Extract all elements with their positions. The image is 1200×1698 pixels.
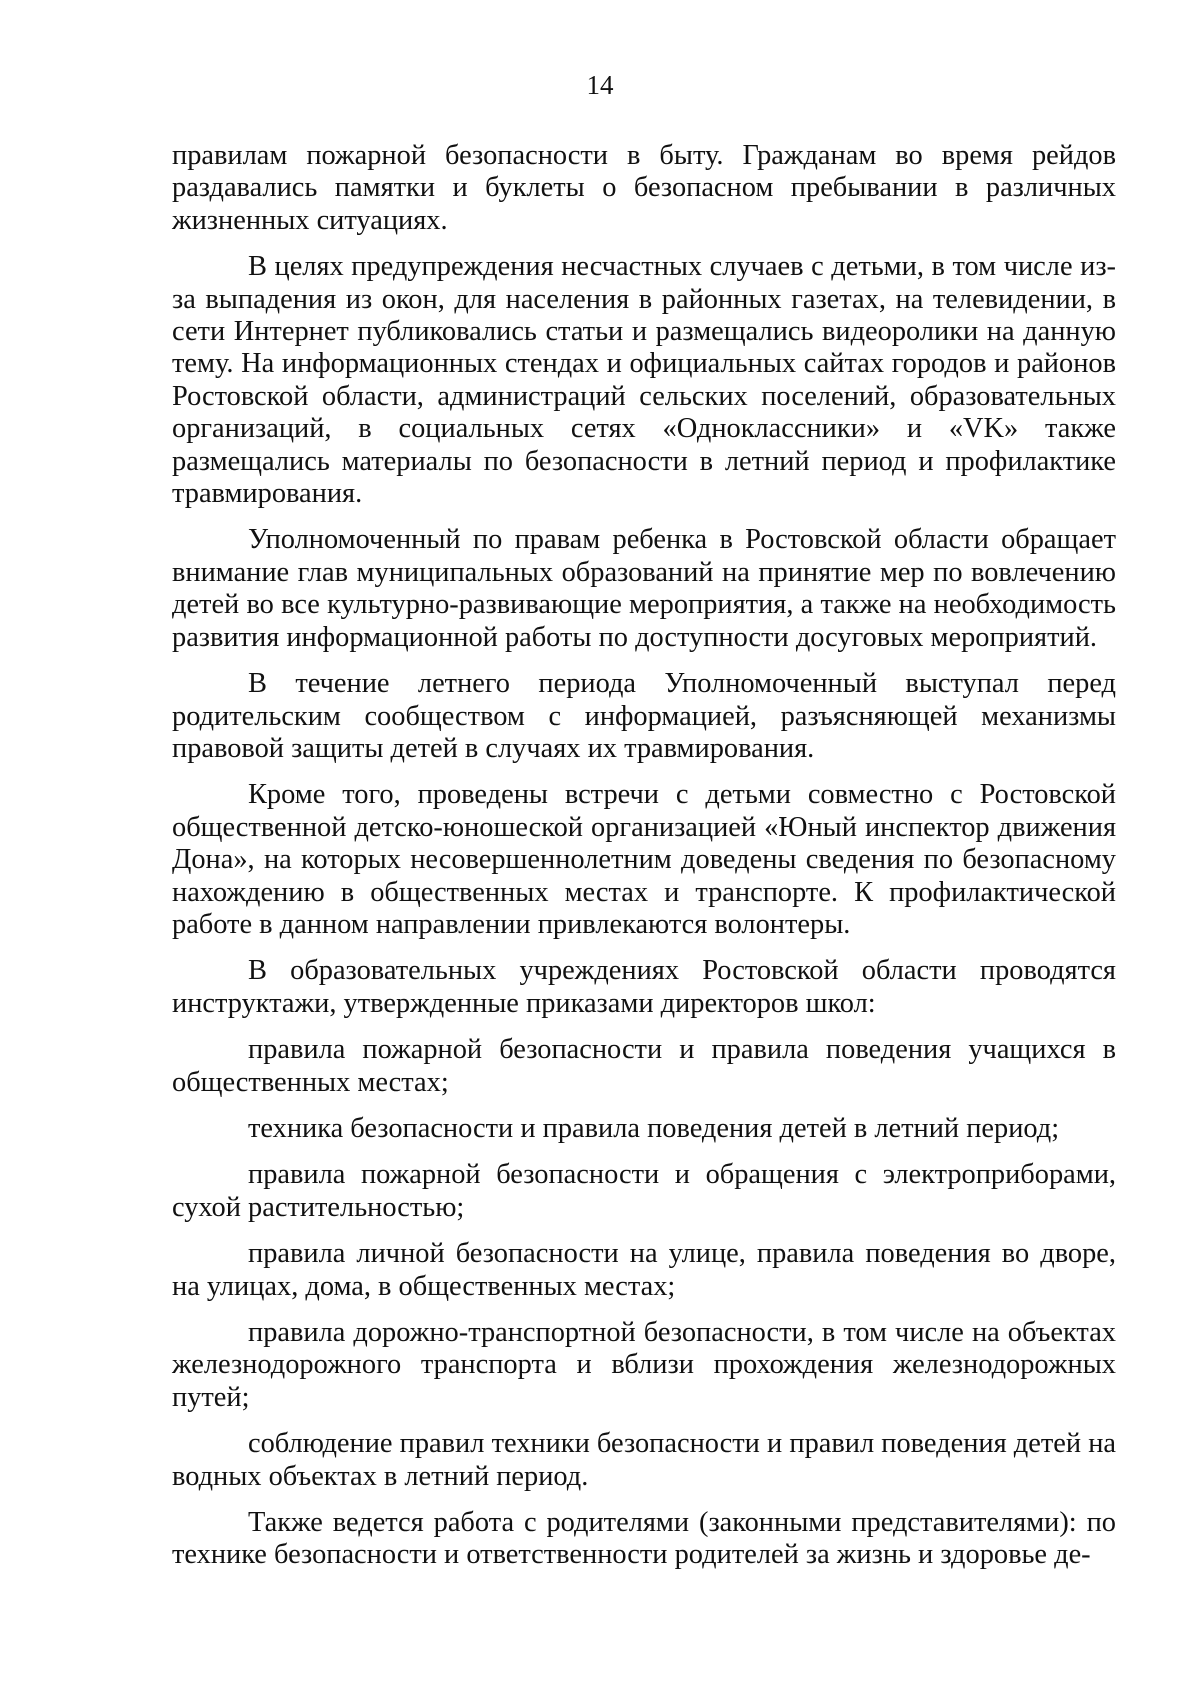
paragraph-5: Кроме того, проведены встречи с детьми совместно с Ростовской общественной детско-юношеской организацией «Юный инспектор движения Дона», на которых несовершеннолетним доведены сведения по безопасному нахождению в общественных местах и транспорте. К профилактической работе в данном направлении привлекаются волонтеры. (172, 779, 1116, 940)
document-body (172, 140, 1116, 1586)
list-item-4: правила личной безопасности на улице, правила поведения во дворе, на улицах, дома, в общественных местах; (172, 1238, 1116, 1302)
page-number: 14 (586, 70, 614, 100)
paragraph-3: Уполномоченный по правам ребенка в Ростовской области обращает внимание глав муниципальных образований на принятие мер по вовлечению детей во все культурно-развивающие мероприятия, а также на необходимость развития информационной работы по доступности досуговых мероприятий. (172, 524, 1116, 653)
paragraph-7: Также ведется работа с родителями (законными представителями): по технике безопасности и ответственности родителей за жизнь и здоровье де- (172, 1507, 1116, 1571)
list-item-3: правила пожарной безопасности и обращения с электроприборами, сухой растительностью; (172, 1159, 1116, 1223)
paragraph-6: В образовательных учреждениях Ростовской области проводятся инструктажи, утвержденные приказами директоров школ: (172, 955, 1116, 1019)
list-item-1: правила пожарной безопасности и правила поведения учащихся в общественных местах; (172, 1034, 1116, 1098)
paragraph-2: В целях предупреждения несчастных случаев с детьми, в том числе из-за выпадения из окон, для населения в районных газетах, на телевидении, в сети Интернет публиковались статьи и размещались видеоролики на данную тему. На информационных стендах и официальных сайтах городов и районов Ростовской области, администраций сельских поселений, образовательных организаций, в социальных сетях «Одноклассники» и «VK» также размещались материалы по безопасности в летний период и профилактике травмирования. (172, 251, 1116, 510)
list-item-2: техника безопасности и правила поведения детей в летний период; (248, 1112, 1060, 1144)
paragraph-1: правилам пожарной безопасности в быту. Гражданам во время рейдов раздавались памятки и буклеты о безопасном пребывании в различных жизненных ситуациях. (172, 140, 1116, 236)
list-item-6: соблюдение правил техники безопасности и правил поведения детей на водных объектах в летний период. (172, 1428, 1116, 1492)
list-item-5: правила дорожно-транспортной безопасности, в том числе на объектах железнодорожного транспорта и вблизи прохождения железнодорожных путей; (172, 1317, 1116, 1413)
paragraph-4: В течение летнего периода Уполномоченный выступал перед родительским сообществом с информацией, разъясняющей механизмы правовой защиты детей в случаях их травмирования. (172, 668, 1116, 764)
